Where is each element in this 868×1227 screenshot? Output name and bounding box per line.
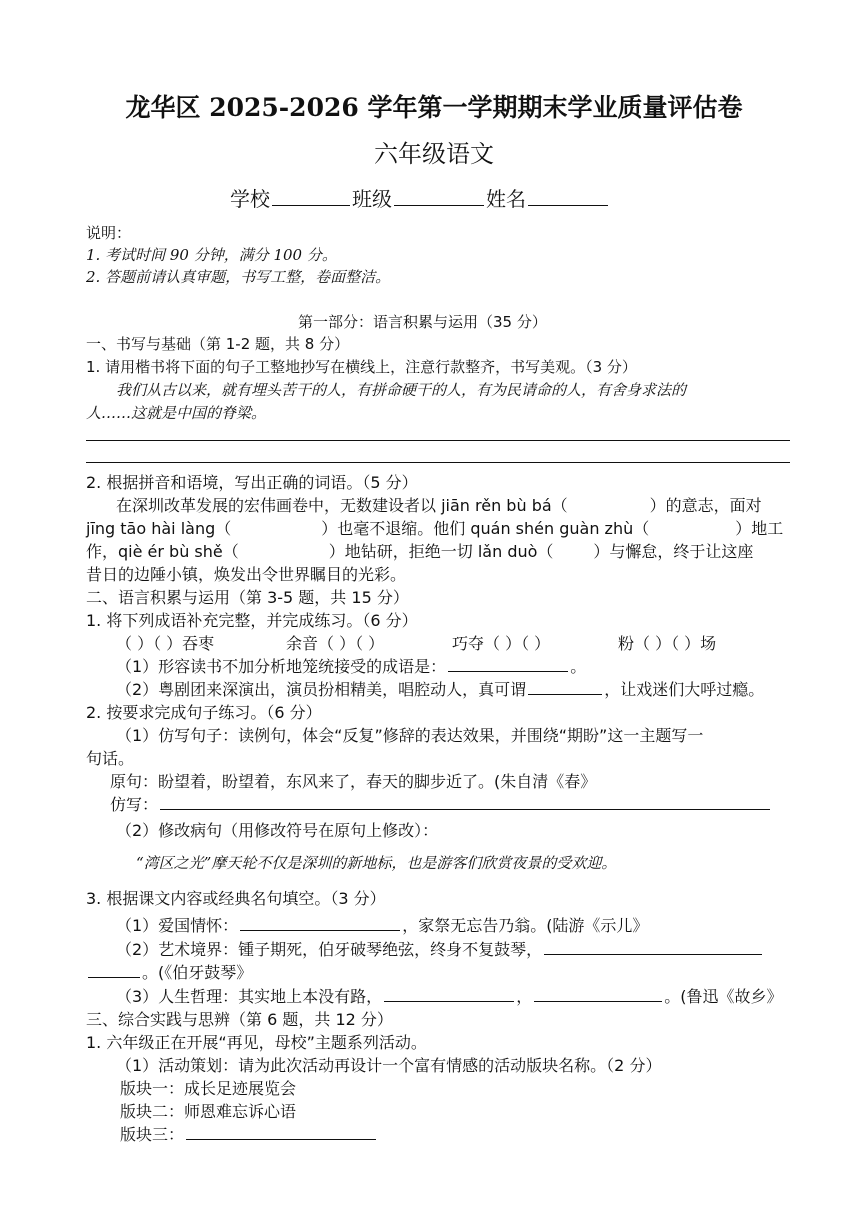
sec1-q1-quote-line1: 我们从古以来，就有埋头苦干的人，有拼命硬干的人，有为民请命的人，有舍身求法的 (116, 381, 687, 399)
idiom-2[interactable]: 余音（ ）（ ） (286, 634, 385, 653)
s1-answer[interactable] (240, 914, 400, 931)
sec2-q1-prompt: 1. 将下列成语补充完整，并完成练习。（6 分） (86, 611, 418, 630)
sub2-text-a: （2）粤剧团来深演出，演员扮相精美，唱腔动人，真可谓 (116, 680, 527, 699)
imitate-label: 仿写： (110, 795, 159, 814)
notes-item-2: 2. 答题前请认真审题，书写工整，卷面整洁。 (86, 268, 391, 286)
q2-line2-text-a: jīng tāo hài làng（ (86, 519, 232, 538)
class-label: 班级 (352, 187, 392, 211)
sec1-heading: 一、书写与基础（第 1-2 题，共 8 分） (86, 335, 350, 353)
school-field[interactable] (272, 189, 350, 206)
idiom-3[interactable]: 巧夺（ ）（ ） (452, 634, 551, 653)
sec3-heading: 三、综合实践与思辨（第 6 题，共 12 分） (86, 1010, 393, 1029)
student-info-fields (230, 183, 610, 212)
part1-heading: 第一部分：语言积累与运用（35 分） (298, 313, 547, 331)
sec2-q2-sub1-line2: 句话。 (86, 749, 135, 768)
sub1-end: 。 (570, 657, 587, 676)
s3-answer-b[interactable] (534, 985, 662, 1002)
s3-text-c: 。(鲁迅《故乡》 (664, 987, 783, 1006)
sec2-q1-sub1 (116, 654, 586, 677)
block-1: 版块一：成长足迹展览会 (120, 1079, 297, 1098)
block-3-label: 版块三： (120, 1125, 185, 1144)
q2-line2-text-b: ）也毫不退缩。他们 quán shén guàn zhù（ (321, 519, 650, 538)
sec1-q2-line1 (116, 493, 762, 516)
s1-text-a: （1）爱国情怀： (116, 916, 239, 935)
q2-line3-text-c: ）与懈怠，终于让这座 (593, 542, 754, 561)
exam-subtitle: 六年级语文 (374, 140, 494, 168)
q2-line1-text-b: ）的意志，面对 (649, 496, 762, 515)
exam-title: 龙华区 2025-2026 学年第一学期期末学业质量评估卷 (125, 93, 743, 122)
block-3 (120, 1122, 378, 1145)
sick-sentence[interactable]: “湾区之光”摩天轮不仅是深圳的新地标，也是游客们欣赏夜景的受欢迎。 (136, 854, 617, 872)
q2-line1-text-a: 在深圳改革发展的宏伟画卷中，无数建设者以 jiān rěn bù bá（ (116, 496, 568, 515)
s2-answer-b[interactable] (88, 961, 140, 978)
sec2-q2-sub2: （2）修改病句（用修改符号在原句上修改）： (116, 821, 439, 840)
notes-header: 说明： (86, 224, 132, 242)
idiom-4[interactable]: 粉（ ）（ ）场 (618, 634, 717, 653)
notes-item-1: 1. 考试时间 90 分钟，满分 100 分。 (86, 246, 337, 264)
imitate-line (110, 792, 772, 815)
name-label: 姓名 (486, 187, 526, 211)
s2-text-a: （2）艺术境界：锺子期死，伯牙破琴绝弦，终身不复鼓琴， (116, 940, 543, 959)
sec2-q3-s1 (116, 913, 648, 936)
s1-text-b: ，家祭无忘告乃翁。(陆游《示儿》 (402, 916, 649, 935)
sec1-q2-line3 (86, 539, 753, 562)
s3-text-a: （3）人生哲理：其实地上本没有路， (116, 987, 383, 1006)
sec2-q3-s2-cont (86, 960, 252, 983)
q2-line3-text-b: ）地钻研，拒绝一切 lǎn duò（ (328, 542, 554, 561)
sec2-q3-s2 (116, 937, 764, 960)
sec3-q1-sub1: （1）活动策划：请为此次活动再设计一个富有情感的活动版块名称。（2 分） (116, 1056, 662, 1075)
imitate-answer[interactable] (160, 793, 770, 810)
s2-text-b: 。(《伯牙鼓琴》 (142, 963, 253, 982)
q2-line2-text-c: ）地工 (735, 519, 784, 538)
copy-line-2[interactable] (86, 462, 790, 463)
sub2-answer[interactable] (528, 678, 602, 695)
s2-answer-a[interactable] (544, 938, 762, 955)
s3-answer-a[interactable] (384, 985, 514, 1002)
original-sentence: 原句：盼望着，盼望着，东风来了，春天的脚步近了。(朱自清《春》 (110, 772, 597, 791)
sub2-text-b: ，让戏迷们大呼过瘾。 (604, 680, 765, 699)
sec2-heading: 二、语言积累与运用（第 3-5 题，共 15 分） (86, 588, 409, 607)
class-field[interactable] (394, 189, 484, 206)
copy-line-1[interactable] (86, 440, 790, 441)
sec1-q1-quote-line2: 人……这就是中国的脊梁。 (86, 404, 267, 422)
block-2: 版块二：师恩难忘诉心语 (120, 1102, 297, 1121)
sec2-q2-prompt: 2. 按要求完成句子练习。（6 分） (86, 703, 322, 722)
sec3-q1-prompt: 1. 六年级正在开展“再见，母校”主题系列活动。 (86, 1033, 427, 1052)
sub1-answer[interactable] (448, 655, 568, 672)
school-label: 学校 (230, 187, 270, 211)
sub1-text: （1）形容读书不加分析地笼统接受的成语是： (116, 657, 447, 676)
sec2-q2-sub1-line1: （1）仿写句子：读例句，体会“反复”修辞的表达效果，并围绕“期盼”这一主题写一 (116, 726, 704, 745)
sec1-q2-line2 (86, 516, 783, 539)
idiom-1[interactable]: （ ）（ ）吞枣 (116, 634, 215, 653)
q2-line3-text-a: 作，qiè ér bù shě（ (86, 542, 239, 561)
s3-text-b: ， (516, 987, 533, 1006)
sec1-q2-prompt: 2. 根据拼音和语境，写出正确的词语。（5 分） (86, 473, 418, 492)
sec2-q1-sub2 (116, 677, 764, 700)
sec2-q3-s3 (116, 984, 782, 1007)
block-3-answer[interactable] (186, 1123, 376, 1140)
sec1-q2-line4: 昔日的边陲小镇，焕发出令世界瞩目的光彩。 (86, 565, 407, 584)
sec2-q3-prompt: 3. 根据课文内容或经典名句填空。（3 分） (86, 889, 386, 908)
name-field[interactable] (528, 189, 608, 206)
sec1-q1-prompt: 1. 请用楷书将下面的句子工整地抄写在横线上，注意行款整齐，书写美观。（3 分） (86, 358, 637, 376)
